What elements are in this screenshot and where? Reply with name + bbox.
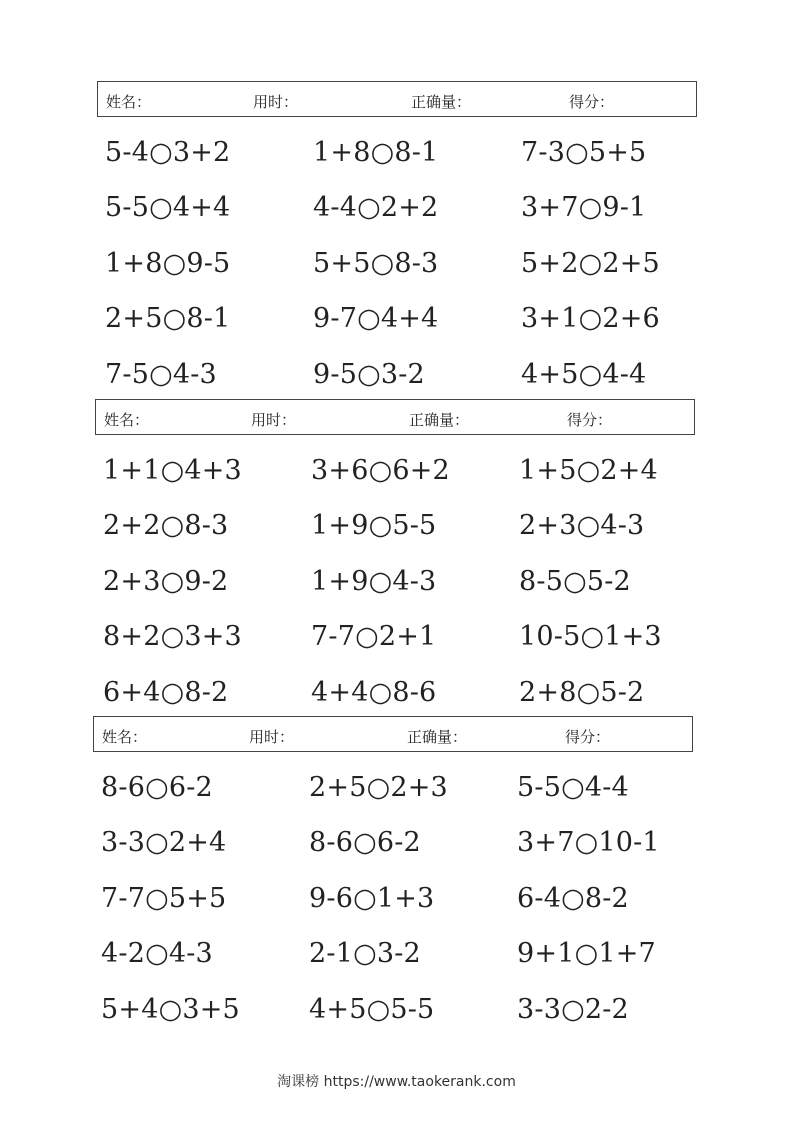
student-info-header: [95, 399, 695, 435]
comparison-problem: 6+4○8-2: [103, 676, 229, 708]
problem-row: [93, 993, 693, 1051]
worksheet-section-2: [95, 399, 695, 734]
comparison-problem: 2+8○5-2: [519, 676, 645, 708]
comparison-problem: 4-2○4-3: [101, 938, 213, 970]
problem-row: [95, 565, 695, 623]
comparison-problem: 1+1○4+3: [103, 455, 242, 486]
comparison-problem: 3+7○10-1: [517, 827, 660, 859]
comparison-problem: 2-1○3-2: [309, 938, 421, 970]
comparison-problem: 6-4○8-2: [517, 882, 629, 914]
comparison-problem: 1+9○5-5: [311, 510, 437, 542]
comparison-problem: 5+5○8-3: [313, 247, 439, 279]
comparison-problem: 1+5○2+4: [519, 455, 658, 486]
comparison-problem: 1+8○8-1: [313, 137, 439, 168]
comparison-problem: 4+5○5-5: [309, 993, 435, 1025]
problem-grid: [93, 774, 693, 1051]
problem-row: [95, 512, 695, 567]
problem-row: [93, 882, 693, 940]
comparison-problem: 9+1○1+7: [517, 938, 656, 970]
name-label: 姓名：: [104, 411, 150, 429]
name-label: 姓名：: [106, 93, 152, 111]
time-label: 用时：: [249, 728, 295, 746]
problem-row: [95, 457, 695, 512]
comparison-problem: 2+5○2+3: [309, 772, 448, 803]
comparison-problem: 2+3○9-2: [103, 565, 229, 597]
comparison-problem: 9-5○3-2: [313, 358, 425, 390]
comparison-problem: 7-7○5+5: [101, 882, 227, 914]
comparison-problem: 3+1○2+6: [521, 303, 660, 335]
problem-row: [97, 247, 697, 305]
comparison-problem: 5-5○4-4: [517, 772, 629, 803]
comparison-problem: 7-3○5+5: [521, 137, 647, 168]
comparison-problem: 3+7○9-1: [521, 192, 647, 224]
student-info-header: [97, 81, 697, 117]
problem-row: [93, 940, 693, 995]
problem-grid: [95, 457, 695, 734]
accuracy-label: 正确量：: [411, 93, 472, 111]
comparison-problem: 7-7○2+1: [311, 621, 437, 653]
problem-row: [93, 829, 693, 884]
problem-row: [97, 305, 697, 360]
score-label: 得分：: [569, 93, 615, 111]
comparison-problem: 4+4○8-6: [311, 676, 437, 708]
accuracy-label: 正确量：: [407, 728, 468, 746]
problem-row: [97, 194, 697, 249]
comparison-problem: 8-6○6-2: [309, 827, 421, 859]
comparison-problem: 3-3○2+4: [101, 827, 227, 859]
comparison-problem: 5+4○3+5: [101, 993, 240, 1025]
comparison-problem: 3-3○2-2: [517, 993, 629, 1025]
comparison-problem: 10-5○1+3: [519, 621, 662, 653]
problem-grid: [97, 139, 697, 416]
comparison-problem: 1+9○4-3: [311, 565, 437, 597]
comparison-problem: 4+5○4-4: [521, 358, 647, 390]
comparison-problem: 5-4○3+2: [105, 137, 231, 168]
comparison-problem: 3+6○6+2: [311, 455, 450, 486]
student-info-header: [93, 716, 693, 752]
comparison-problem: 1+8○9-5: [105, 247, 231, 279]
comparison-problem: 8-6○6-2: [101, 772, 213, 803]
problem-row: [95, 623, 695, 678]
problem-row: [93, 774, 693, 829]
comparison-problem: 5+2○2+5: [521, 247, 660, 279]
footer-watermark: 淘课榜 https://www.taokerank.com: [277, 1074, 516, 1090]
comparison-problem: 2+2○8-3: [103, 510, 229, 542]
time-label: 用时：: [251, 411, 297, 429]
comparison-problem: 7-5○4-3: [105, 358, 217, 390]
score-label: 得分：: [567, 411, 613, 429]
comparison-problem: 5-5○4+4: [105, 192, 231, 224]
problem-row: [97, 139, 697, 194]
comparison-problem: 4-4○2+2: [313, 192, 439, 224]
comparison-problem: 9-7○4+4: [313, 303, 439, 335]
worksheet-section-3: [93, 716, 693, 1051]
worksheet-section-1: [97, 81, 697, 416]
accuracy-label: 正确量：: [409, 411, 470, 429]
time-label: 用时：: [253, 93, 299, 111]
comparison-problem: 2+5○8-1: [105, 303, 231, 335]
comparison-problem: 8-5○5-2: [519, 565, 631, 597]
comparison-problem: 2+3○4-3: [519, 510, 645, 542]
comparison-problem: 9-6○1+3: [309, 882, 435, 914]
score-label: 得分：: [565, 728, 611, 746]
comparison-problem: 8+2○3+3: [103, 621, 242, 653]
name-label: 姓名：: [102, 728, 148, 746]
